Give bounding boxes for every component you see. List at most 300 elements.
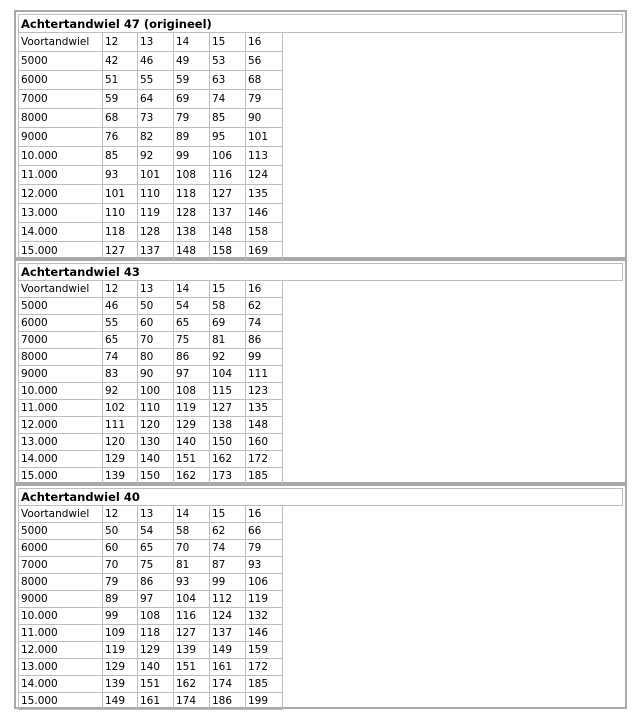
- table-title: Achtertandwiel 40: [19, 489, 623, 506]
- row-label: 15.000: [19, 468, 103, 485]
- row-label: 15.000: [19, 242, 103, 261]
- row-label: 12.000: [19, 417, 103, 434]
- table-cell: 55: [138, 71, 174, 90]
- table-row: [19, 166, 623, 185]
- table-cell: 111: [246, 366, 283, 383]
- row-label: 12.000: [19, 185, 103, 204]
- table-cell: 185: [246, 468, 283, 485]
- blank-cell: [283, 659, 623, 676]
- table-cell: 115: [210, 383, 246, 400]
- table-cell: 124: [246, 166, 283, 185]
- table-cell: 90: [246, 109, 283, 128]
- column-header: 15: [210, 33, 246, 52]
- table-row: [19, 349, 623, 366]
- table-row: [19, 128, 623, 147]
- table-title-row: [19, 489, 623, 506]
- row-label: 11.000: [19, 166, 103, 185]
- blank-cell: [283, 315, 623, 332]
- column-header: 12: [103, 506, 138, 523]
- row-label: 10.000: [19, 608, 103, 625]
- blank-cell: [283, 128, 623, 147]
- table-cell: 120: [103, 434, 138, 451]
- table-row: [19, 109, 623, 128]
- table-row: [19, 434, 623, 451]
- header-label: Voortandwiel: [19, 33, 103, 52]
- row-label: 7000: [19, 557, 103, 574]
- table-row: [19, 400, 623, 417]
- table-cell: 75: [138, 557, 174, 574]
- table-cell: 161: [138, 693, 174, 710]
- row-label: 14.000: [19, 451, 103, 468]
- table-cell: 46: [103, 298, 138, 315]
- table-cell: 108: [174, 166, 210, 185]
- table-cell: 151: [174, 659, 210, 676]
- blank-cell: [283, 366, 623, 383]
- table-cell: 162: [210, 451, 246, 468]
- row-label: 11.000: [19, 400, 103, 417]
- table-cell: 68: [103, 109, 138, 128]
- table-cell: 87: [210, 557, 246, 574]
- row-label: 9000: [19, 591, 103, 608]
- table-cell: 90: [138, 366, 174, 383]
- table-row: [19, 608, 623, 625]
- blank-cell: [283, 523, 623, 540]
- table-row: [19, 676, 623, 693]
- table-cell: 161: [210, 659, 246, 676]
- table-cell: 118: [103, 223, 138, 242]
- row-label: 6000: [19, 71, 103, 90]
- table-cell: 64: [138, 90, 174, 109]
- table-cell: 106: [210, 147, 246, 166]
- table-cell: 139: [174, 642, 210, 659]
- table-cell: 162: [174, 468, 210, 485]
- table-cell: 83: [103, 366, 138, 383]
- table-cell: 118: [138, 625, 174, 642]
- table-cell: 60: [138, 315, 174, 332]
- table-cell: 148: [210, 223, 246, 242]
- table-cell: 79: [103, 574, 138, 591]
- table-cell: 110: [138, 400, 174, 417]
- table-cell: 199: [246, 693, 283, 710]
- column-header: 14: [174, 33, 210, 52]
- table-cell: 51: [103, 71, 138, 90]
- table-cell: 128: [138, 223, 174, 242]
- blank-cell: [283, 574, 623, 591]
- table-cell: 130: [138, 434, 174, 451]
- table-row: [19, 71, 623, 90]
- table-cell: 46: [138, 52, 174, 71]
- gear-table-block-40: [14, 484, 627, 709]
- table-row: [19, 468, 623, 485]
- table-cell: 49: [174, 52, 210, 71]
- row-label: 6000: [19, 540, 103, 557]
- row-label: 6000: [19, 315, 103, 332]
- table-cell: 74: [246, 315, 283, 332]
- blank-cell: [283, 468, 623, 485]
- row-label: 8000: [19, 349, 103, 366]
- blank-cell: [283, 109, 623, 128]
- row-label: 7000: [19, 332, 103, 349]
- blank-cell: [283, 417, 623, 434]
- table-cell: 50: [138, 298, 174, 315]
- table-cell: 140: [138, 451, 174, 468]
- blank-cell: [283, 383, 623, 400]
- table-cell: 93: [246, 557, 283, 574]
- table-cell: 70: [103, 557, 138, 574]
- table-cell: 66: [246, 523, 283, 540]
- table-cell: 150: [210, 434, 246, 451]
- table-cell: 74: [210, 540, 246, 557]
- blank-cell: [283, 608, 623, 625]
- table-row: [19, 540, 623, 557]
- row-label: 14.000: [19, 223, 103, 242]
- blank-cell: [283, 625, 623, 642]
- table-row: [19, 659, 623, 676]
- table-cell: 100: [138, 383, 174, 400]
- blank-cell: [283, 52, 623, 71]
- table-cell: 97: [174, 366, 210, 383]
- table-cell: 99: [246, 349, 283, 366]
- table-cell: 92: [138, 147, 174, 166]
- table-cell: 85: [103, 147, 138, 166]
- table-row: [19, 147, 623, 166]
- table-cell: 69: [210, 315, 246, 332]
- table-cell: 173: [210, 468, 246, 485]
- blank-cell: [283, 242, 623, 261]
- column-header: 13: [138, 281, 174, 298]
- row-label: 9000: [19, 366, 103, 383]
- table-cell: 127: [103, 242, 138, 261]
- table-row: [19, 185, 623, 204]
- table-cell: 70: [138, 332, 174, 349]
- row-label: 8000: [19, 574, 103, 591]
- table-cell: 148: [174, 242, 210, 261]
- table-row: [19, 366, 623, 383]
- table-cell: 174: [174, 693, 210, 710]
- table-cell: 138: [174, 223, 210, 242]
- header-label: Voortandwiel: [19, 281, 103, 298]
- table-cell: 139: [103, 468, 138, 485]
- table-cell: 79: [246, 540, 283, 557]
- table-row: [19, 90, 623, 109]
- column-header: 13: [138, 506, 174, 523]
- table-cell: 109: [103, 625, 138, 642]
- table-row: [19, 315, 623, 332]
- table-cell: 101: [103, 185, 138, 204]
- blank-cell: [283, 332, 623, 349]
- table-cell: 101: [246, 128, 283, 147]
- row-label: 13.000: [19, 659, 103, 676]
- table-cell: 75: [174, 332, 210, 349]
- table-cell: 119: [103, 642, 138, 659]
- table-cell: 120: [138, 417, 174, 434]
- table-cell: 162: [174, 676, 210, 693]
- table-cell: 60: [103, 540, 138, 557]
- row-label: 5000: [19, 52, 103, 71]
- table-cell: 140: [174, 434, 210, 451]
- blank-cell: [283, 591, 623, 608]
- table-cell: 86: [138, 574, 174, 591]
- gear-table-block-43: [14, 259, 627, 484]
- table-header-row: [19, 33, 623, 52]
- table-cell: 99: [210, 574, 246, 591]
- table-cell: 53: [210, 52, 246, 71]
- row-label: 13.000: [19, 204, 103, 223]
- table-cell: 97: [138, 591, 174, 608]
- table-cell: 169: [246, 242, 283, 261]
- row-label: 7000: [19, 90, 103, 109]
- table-row: [19, 204, 623, 223]
- table-row: [19, 693, 623, 710]
- table-cell: 146: [246, 625, 283, 642]
- table-cell: 104: [174, 591, 210, 608]
- table-cell: 124: [210, 608, 246, 625]
- column-header: 15: [210, 281, 246, 298]
- table-cell: 82: [138, 128, 174, 147]
- table-cell: 137: [210, 625, 246, 642]
- header-label: Voortandwiel: [19, 506, 103, 523]
- table-cell: 69: [174, 90, 210, 109]
- table-cell: 135: [246, 185, 283, 204]
- table-row: [19, 52, 623, 71]
- table-header-row: [19, 506, 623, 523]
- table-cell: 132: [246, 608, 283, 625]
- table-cell: 119: [138, 204, 174, 223]
- table-cell: 108: [138, 608, 174, 625]
- table-cell: 102: [103, 400, 138, 417]
- gear-table: [18, 14, 623, 261]
- blank-cell: [283, 185, 623, 204]
- blank-cell: [283, 451, 623, 468]
- table-title: Achtertandwiel 43: [19, 264, 623, 281]
- table-cell: 68: [246, 71, 283, 90]
- column-header: 13: [138, 33, 174, 52]
- table-cell: 58: [174, 523, 210, 540]
- table-cell: 81: [210, 332, 246, 349]
- table-cell: 129: [138, 642, 174, 659]
- row-label: 5000: [19, 298, 103, 315]
- table-cell: 148: [246, 417, 283, 434]
- column-header: 16: [246, 506, 283, 523]
- blank-cell: [283, 281, 623, 298]
- column-header: 15: [210, 506, 246, 523]
- table-cell: 79: [174, 109, 210, 128]
- table-cell: 63: [210, 71, 246, 90]
- table-cell: 74: [210, 90, 246, 109]
- table-row: [19, 557, 623, 574]
- table-cell: 174: [210, 676, 246, 693]
- blank-cell: [283, 33, 623, 52]
- table-cell: 113: [246, 147, 283, 166]
- table-cell: 65: [103, 332, 138, 349]
- table-cell: 62: [246, 298, 283, 315]
- table-cell: 92: [210, 349, 246, 366]
- table-cell: 70: [174, 540, 210, 557]
- row-label: 14.000: [19, 676, 103, 693]
- column-header: 12: [103, 33, 138, 52]
- table-cell: 127: [210, 185, 246, 204]
- table-cell: 119: [174, 400, 210, 417]
- blank-cell: [283, 147, 623, 166]
- table-cell: 93: [174, 574, 210, 591]
- gear-table: [18, 488, 623, 710]
- blank-cell: [283, 540, 623, 557]
- table-cell: 111: [103, 417, 138, 434]
- table-cell: 89: [103, 591, 138, 608]
- table-cell: 116: [210, 166, 246, 185]
- table-cell: 128: [174, 204, 210, 223]
- blank-cell: [283, 71, 623, 90]
- table-cell: 110: [103, 204, 138, 223]
- gear-table: [18, 263, 623, 485]
- table-row: [19, 242, 623, 261]
- table-title-row: [19, 264, 623, 281]
- table-cell: 92: [103, 383, 138, 400]
- row-label: 10.000: [19, 147, 103, 166]
- table-cell: 112: [210, 591, 246, 608]
- table-cell: 85: [210, 109, 246, 128]
- blank-cell: [283, 434, 623, 451]
- table-cell: 127: [174, 625, 210, 642]
- table-cell: 79: [246, 90, 283, 109]
- table-cell: 65: [174, 315, 210, 332]
- table-title-row: [19, 15, 623, 33]
- table-cell: 62: [210, 523, 246, 540]
- table-cell: 89: [174, 128, 210, 147]
- blank-cell: [283, 400, 623, 417]
- table-cell: 146: [246, 204, 283, 223]
- table-cell: 50: [103, 523, 138, 540]
- table-row: [19, 642, 623, 659]
- table-cell: 86: [174, 349, 210, 366]
- table-row: [19, 625, 623, 642]
- table-cell: 158: [246, 223, 283, 242]
- blank-cell: [283, 557, 623, 574]
- row-label: 10.000: [19, 383, 103, 400]
- table-cell: 59: [174, 71, 210, 90]
- table-header-row: [19, 281, 623, 298]
- table-row: [19, 383, 623, 400]
- row-label: 15.000: [19, 693, 103, 710]
- table-cell: 138: [210, 417, 246, 434]
- table-cell: 95: [210, 128, 246, 147]
- table-cell: 93: [103, 166, 138, 185]
- table-cell: 159: [246, 642, 283, 659]
- blank-cell: [283, 693, 623, 710]
- table-cell: 129: [103, 451, 138, 468]
- column-header: 16: [246, 33, 283, 52]
- table-cell: 76: [103, 128, 138, 147]
- column-header: 16: [246, 281, 283, 298]
- table-cell: 106: [246, 574, 283, 591]
- table-cell: 110: [138, 185, 174, 204]
- table-cell: 151: [138, 676, 174, 693]
- blank-cell: [283, 166, 623, 185]
- table-cell: 42: [103, 52, 138, 71]
- table-cell: 101: [138, 166, 174, 185]
- table-cell: 74: [103, 349, 138, 366]
- table-cell: 104: [210, 366, 246, 383]
- table-title: Achtertandwiel 47 (origineel): [19, 15, 623, 33]
- table-cell: 137: [138, 242, 174, 261]
- table-cell: 81: [174, 557, 210, 574]
- row-label: 5000: [19, 523, 103, 540]
- table-cell: 149: [103, 693, 138, 710]
- table-cell: 129: [174, 417, 210, 434]
- table-row: [19, 451, 623, 468]
- blank-cell: [283, 349, 623, 366]
- table-cell: 73: [138, 109, 174, 128]
- table-row: [19, 223, 623, 242]
- table-cell: 127: [210, 400, 246, 417]
- table-cell: 116: [174, 608, 210, 625]
- table-cell: 56: [246, 52, 283, 71]
- column-header: 12: [103, 281, 138, 298]
- row-label: 12.000: [19, 642, 103, 659]
- table-cell: 137: [210, 204, 246, 223]
- table-row: [19, 523, 623, 540]
- table-cell: 186: [210, 693, 246, 710]
- table-cell: 99: [103, 608, 138, 625]
- table-row: [19, 417, 623, 434]
- row-label: 9000: [19, 128, 103, 147]
- table-cell: 172: [246, 659, 283, 676]
- table-row: [19, 591, 623, 608]
- table-cell: 149: [210, 642, 246, 659]
- table-cell: 185: [246, 676, 283, 693]
- table-cell: 54: [138, 523, 174, 540]
- table-cell: 150: [138, 468, 174, 485]
- table-cell: 65: [138, 540, 174, 557]
- blank-cell: [283, 642, 623, 659]
- table-cell: 135: [246, 400, 283, 417]
- gear-table-block-47: [14, 10, 627, 259]
- table-cell: 158: [210, 242, 246, 261]
- table-cell: 139: [103, 676, 138, 693]
- table-cell: 55: [103, 315, 138, 332]
- table-cell: 99: [174, 147, 210, 166]
- column-header: 14: [174, 506, 210, 523]
- table-cell: 54: [174, 298, 210, 315]
- table-cell: 172: [246, 451, 283, 468]
- table-cell: 86: [246, 332, 283, 349]
- blank-cell: [283, 204, 623, 223]
- table-cell: 119: [246, 591, 283, 608]
- blank-cell: [283, 676, 623, 693]
- table-cell: 58: [210, 298, 246, 315]
- table-row: [19, 298, 623, 315]
- blank-cell: [283, 298, 623, 315]
- table-cell: 118: [174, 185, 210, 204]
- row-label: 8000: [19, 109, 103, 128]
- table-cell: 140: [138, 659, 174, 676]
- blank-cell: [283, 506, 623, 523]
- table-cell: 129: [103, 659, 138, 676]
- blank-cell: [283, 223, 623, 242]
- row-label: 11.000: [19, 625, 103, 642]
- table-cell: 80: [138, 349, 174, 366]
- table-cell: 151: [174, 451, 210, 468]
- table-cell: 160: [246, 434, 283, 451]
- column-header: 14: [174, 281, 210, 298]
- blank-cell: [283, 90, 623, 109]
- table-cell: 59: [103, 90, 138, 109]
- table-row: [19, 574, 623, 591]
- table-cell: 123: [246, 383, 283, 400]
- table-cell: 108: [174, 383, 210, 400]
- row-label: 13.000: [19, 434, 103, 451]
- table-row: [19, 332, 623, 349]
